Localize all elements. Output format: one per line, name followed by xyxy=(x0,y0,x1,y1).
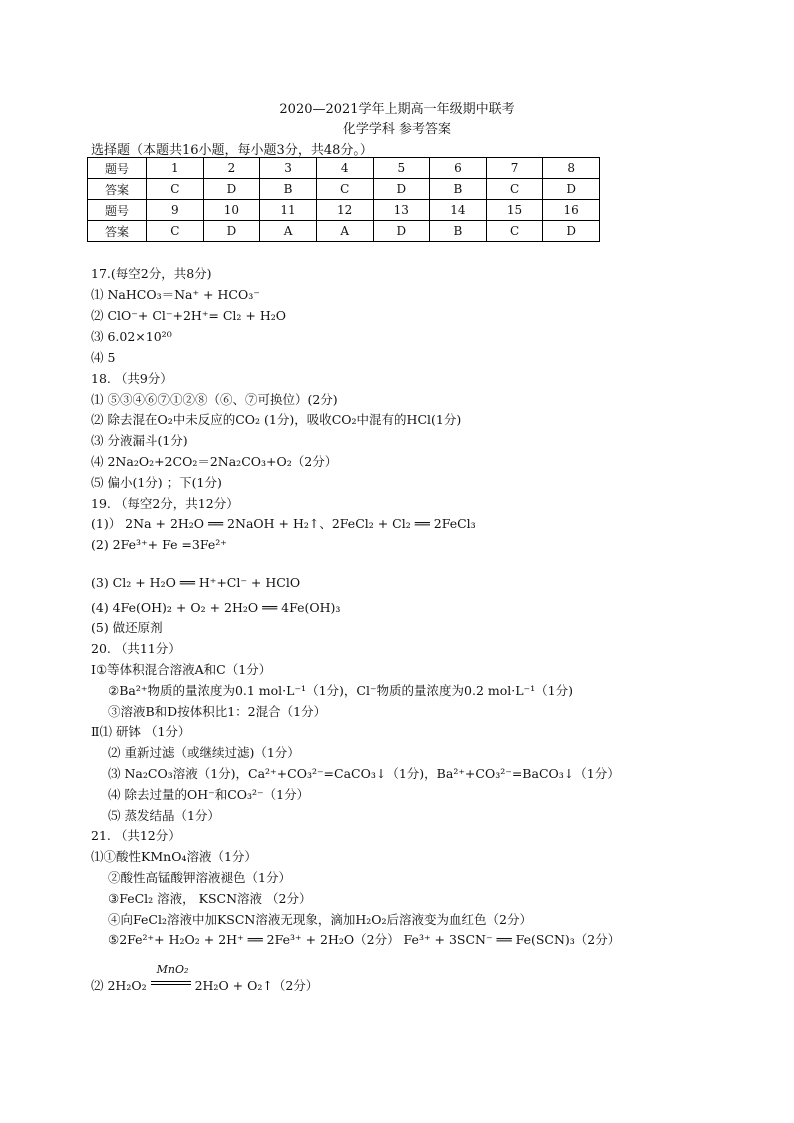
page-title: 2020—2021学年上期高一年级期中联考 xyxy=(279,102,515,117)
q21-answer-3: ③FeCl₂ 溶液， KSCN溶液 （2分） xyxy=(108,891,312,906)
table-cell: C xyxy=(486,221,543,242)
q18-answer-4: ⑷ 2Na₂O₂+2CO₂＝2Na₂CO₃+O₂（2分） xyxy=(91,454,338,469)
table-cell: C xyxy=(316,179,373,200)
table-cell: 5 xyxy=(373,158,430,179)
table-cell: 16 xyxy=(543,200,600,221)
page-subtitle: 化学学科 参考答案 xyxy=(342,122,452,137)
table-cell: B xyxy=(430,221,487,242)
q17-answer-4: ⑷ 5 xyxy=(91,350,116,365)
q20-part2-answer-3: ⑶ Na₂CO₃溶液（1分)，Ca²⁺+CO₃²⁻=CaCO₃↓（1分)，Ba²⁺+CO₃²⁻=BaCO₃↓（1分） xyxy=(108,766,620,781)
q19-answer-4: (4) 4Fe(OH)₂ + O₂ + 2H₂O ══ 4Fe(OH)₃ xyxy=(91,600,341,615)
q20-part1-answer-3: ③溶液B和D按体积比1：2混合（1分） xyxy=(108,704,327,719)
table-cell: 11 xyxy=(260,200,317,221)
table-row xyxy=(88,158,600,179)
table-cell: A xyxy=(316,221,373,242)
table-cell: A xyxy=(260,221,317,242)
table-cell: D xyxy=(373,179,430,200)
catalyst-label: MnO₂ xyxy=(156,963,189,976)
table-cell: D xyxy=(373,221,430,242)
table-cell: 9 xyxy=(147,200,204,221)
q21-answer-6-reactant: ⑵ 2H₂O₂ xyxy=(91,978,147,993)
table-cell: 2 xyxy=(203,158,260,179)
table-row-header: 答案 xyxy=(88,179,147,200)
q19-answer-2: (2) 2Fe³⁺+ Fe =3Fe²⁺ xyxy=(91,537,227,552)
table-cell: B xyxy=(260,179,317,200)
choice-section-intro: 选择题（本题共16小题，每小题3分，共48分。） xyxy=(91,143,373,158)
q20-part1-answer-1: Ⅰ①等体积混合溶液A和C（1分） xyxy=(91,662,272,677)
q19-answer-3: (3) Cl₂ + H₂O ══ H⁺+Cl⁻ + HClO xyxy=(91,575,301,590)
table-cell: 13 xyxy=(373,200,430,221)
table-cell: 4 xyxy=(316,158,373,179)
q17-heading: 17.(每空2分，共8分) xyxy=(91,266,212,281)
q18-answer-3: ⑶ 分液漏斗(1分) xyxy=(91,433,188,448)
q21-answer-6-product: 2H₂O + O₂↑（2分） xyxy=(194,978,319,993)
q19-heading: 19. （每空2分，共12分） xyxy=(91,496,239,511)
q20-part2-answer-1: Ⅱ⑴ 研钵 （1分） xyxy=(91,724,191,739)
q21-heading: 21. （共12分） xyxy=(91,828,181,843)
q20-part1-answer-2: ②Ba²⁺物质的量浓度为0.1 mol·L⁻¹（1分)，Cl⁻物质的量浓度为0.2 mol·L⁻¹（1分) xyxy=(108,683,573,698)
q20-part2-answer-5: ⑸ 蒸发结晶（1分） xyxy=(108,808,220,823)
table-cell: 1 xyxy=(147,158,204,179)
table-cell: 14 xyxy=(430,200,487,221)
table-cell: D xyxy=(543,221,600,242)
q21-answer-4: ④向FeCl₂溶液中加KSCN溶液无现象，滴加H₂O₂后溶液变为血红色（2分） xyxy=(108,912,532,927)
q20-part2-answer-4: ⑷ 除去过量的OH⁻和CO₃²⁻（1分） xyxy=(108,787,310,802)
table-cell: C xyxy=(486,179,543,200)
q18-answer-5: ⑸ 偏小(1分) ；下(1分) xyxy=(91,475,222,490)
table-cell: D xyxy=(203,179,260,200)
table-cell: C xyxy=(147,179,204,200)
table-cell: B xyxy=(430,179,487,200)
table-cell: 8 xyxy=(543,158,600,179)
table-cell: D xyxy=(543,179,600,200)
table-cell: 6 xyxy=(430,158,487,179)
table-cell: 12 xyxy=(316,200,373,221)
table-cell: 10 xyxy=(203,200,260,221)
table-cell: D xyxy=(203,221,260,242)
table-row-header: 题号 xyxy=(88,200,147,221)
table-cell: C xyxy=(147,221,204,242)
q17-answer-3: ⑶ 6.02×10²⁰ xyxy=(91,329,172,344)
q17-answer-1: ⑴ NaHCO₃＝Na⁺ + HCO₃⁻ xyxy=(91,287,260,302)
table-cell: 7 xyxy=(486,158,543,179)
table-cell: 15 xyxy=(486,200,543,221)
q21-answer-6 xyxy=(91,963,319,994)
table-row-header: 题号 xyxy=(88,158,147,179)
catalyst-arrow xyxy=(151,963,191,990)
table-cell: 3 xyxy=(260,158,317,179)
table-row xyxy=(88,221,600,242)
q21-answer-5: ⑤2Fe²⁺+ H₂O₂ + 2H⁺ ══ 2Fe³⁺ + 2H₂O（2分） Fe³⁺ + 3SCN⁻ ══ Fe(SCN)₃（2分） xyxy=(108,932,621,947)
choice-answer-table xyxy=(87,157,600,242)
q21-answer-2: ②酸性高锰酸钾溶液褪色（1分） xyxy=(108,870,291,885)
table-row xyxy=(88,179,600,200)
table-row xyxy=(88,200,600,221)
q18-heading: 18. （共9分） xyxy=(91,371,173,386)
q20-heading: 20. （共11分） xyxy=(91,641,181,656)
q21-answer-1: ⑴①酸性KMnO₄溶液（1分） xyxy=(91,849,257,864)
q19-answer-1: (1)） 2Na + 2H₂O ══ 2NaOH + H₂↑、2FeCl₂ + Cl₂ ══ 2FeCl₃ xyxy=(91,516,476,531)
q18-answer-1: ⑴ ⑤③④⑥⑦①②⑧（⑥、⑦可换位）(2分) xyxy=(91,392,338,407)
q18-answer-2: ⑵ 除去混在O₂中未反应的CO₂ (1分)，吸收CO₂中混有的HCl(1分) xyxy=(91,412,462,427)
q17-answer-2: ⑵ ClO⁻+ Cl⁻+2H⁺= Cl₂ + H₂O xyxy=(91,308,287,323)
q20-part2-answer-2: ⑵ 重新过滤（或继续过滤)（1分） xyxy=(108,745,300,760)
table-row-header: 答案 xyxy=(88,221,147,242)
q19-answer-5: (5) 做还原剂 xyxy=(91,620,163,635)
